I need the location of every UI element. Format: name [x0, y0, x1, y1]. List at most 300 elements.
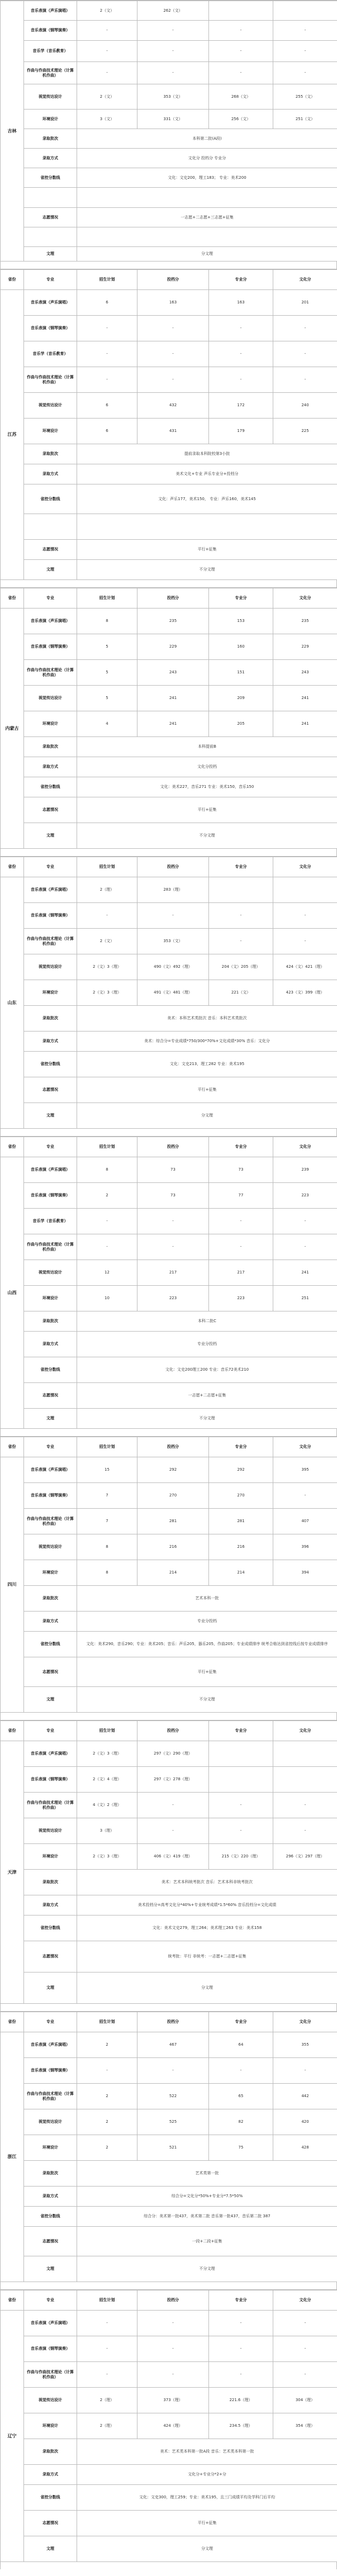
info-value: 文化：文史200理工200 专业：音乐72美术210 — [77, 1357, 337, 1383]
major-name: 视觉传达设计 — [24, 1260, 77, 1286]
zhuanye-cell: 281 — [209, 1509, 273, 1534]
info-value: 分文理 — [77, 1103, 337, 1129]
province-name: 内蒙古 — [1, 609, 24, 849]
toudang-cell: 73 — [137, 1183, 209, 1209]
major-name: 视觉传达设计 — [24, 686, 77, 711]
table-row — [1, 1844, 337, 1870]
table-row — [1, 62, 337, 84]
toudang-cell: 229 — [137, 634, 209, 660]
info-value: 平行+征集 — [77, 1657, 337, 1687]
table-row — [1, 1260, 337, 1286]
info-label: 省控分数线 — [24, 484, 77, 514]
plan-cell: 6 — [77, 290, 137, 316]
table-row — [1, 954, 337, 980]
major-name: 作曲与作曲技术理论（计算机作曲） — [24, 62, 77, 84]
table-row — [1, 1234, 337, 1260]
plan-cell: - — [77, 62, 137, 84]
major-name: 音乐表演（声乐演唱） — [24, 877, 77, 903]
plan-cell: - — [77, 1209, 137, 1234]
info-label: 文理 — [24, 560, 77, 580]
zhuanye-cell: - — [209, 2058, 273, 2084]
info-row — [1, 247, 337, 262]
info-value: 不分文理 — [77, 1687, 337, 1713]
toudang-cell: 373（理） — [137, 2388, 209, 2413]
info-value: 文化分+专业分*2+分 — [77, 2465, 337, 2485]
toudang-cell: 73 — [137, 1157, 209, 1183]
table-row — [1, 2413, 337, 2439]
wenhua-cell: 354（理） — [273, 2413, 337, 2439]
wenhua-cell: 407 — [273, 1509, 337, 1534]
info-row — [1, 1357, 337, 1383]
header-cell: 专业 — [24, 270, 77, 290]
table-row — [1, 1209, 337, 1234]
info-label: 文理 — [24, 247, 77, 262]
toudang-cell: - — [137, 2336, 209, 2362]
zhuanye-cell: - — [209, 367, 273, 393]
plan-cell: 7 — [77, 1483, 137, 1509]
info-label: 志愿情况 — [24, 1657, 77, 1687]
info-row — [1, 1687, 337, 1713]
info-value: 分文理 — [77, 2536, 337, 2562]
header-cell: 投档分 — [137, 1137, 209, 1157]
header-cell: 专业分 — [209, 270, 273, 290]
major-name: 音乐表演（声乐演唱） — [24, 609, 77, 634]
info-label: 录取批次 — [24, 737, 77, 757]
major-name: 音乐表演（声乐演唱） — [24, 1, 77, 21]
info-label: 省控分数线 — [24, 1052, 77, 1077]
toudang-cell: 406（文）419（理） — [137, 1844, 209, 1870]
wenhua-cell: - — [273, 21, 337, 41]
info-value: 本科提前B — [77, 737, 337, 757]
score-table — [0, 857, 337, 1129]
info-row — [1, 1941, 337, 1973]
zhuanye-cell: 217 — [209, 1260, 273, 1286]
info-row — [1, 1870, 337, 1895]
plan-cell: - — [77, 2311, 137, 2336]
info-row — [1, 797, 337, 823]
plan-cell: 8 — [77, 1560, 137, 1586]
plan-cell: - — [77, 2058, 137, 2084]
wenhua-cell: - — [273, 2362, 337, 2388]
wenhua-cell: - — [273, 929, 337, 954]
zhuanye-cell: - — [209, 903, 273, 929]
score-table — [0, 269, 337, 580]
info-label: 录取方式 — [24, 2465, 77, 2485]
info-row — [1, 149, 337, 168]
plan-cell: 2 — [77, 2109, 137, 2135]
section-gap — [0, 1713, 337, 1720]
wenhua-cell: 423（文）399（理） — [273, 980, 337, 1006]
plan-cell: - — [77, 1234, 137, 1260]
plan-cell: 2（理） — [77, 2388, 137, 2413]
major-name: 作曲与作曲技术理论（计算机作曲） — [24, 367, 77, 393]
province-name: 辽宁 — [1, 2311, 24, 2562]
toudang-cell: 241 — [137, 686, 209, 711]
info-label: 录取方式 — [24, 1332, 77, 1357]
info-row — [1, 227, 337, 247]
header-cell: 专业分 — [209, 1437, 273, 1457]
header-row — [1, 1137, 337, 1157]
info-value: 美术：艺术本科统考批次 音乐：艺术本科非统考批次 — [77, 1870, 337, 1895]
header-cell: 专业 — [24, 1137, 77, 1157]
info-label: 省控分数线 — [24, 1916, 77, 1941]
toudang-cell: 216 — [137, 1534, 209, 1560]
info-value: 分文理 — [77, 247, 337, 262]
info-row — [1, 540, 337, 560]
wenhua-cell: 304（理） — [273, 2388, 337, 2413]
info-row — [1, 1657, 337, 1687]
info-value: 一志愿+二志愿+三志愿+征集 — [77, 208, 337, 227]
major-name: 音乐表演（钢琴演奏） — [24, 903, 77, 929]
table-row — [1, 1793, 337, 1818]
toudang-cell: 353（文） — [137, 84, 209, 110]
major-name: 环境设计 — [24, 2135, 77, 2161]
zhuanye-cell: 256（文） — [209, 110, 273, 129]
info-value: 分文理 — [77, 1973, 337, 2004]
table-row — [1, 2362, 337, 2388]
header-cell: 专业 — [24, 588, 77, 609]
province-block-3 — [0, 856, 337, 1136]
province-block-8 — [0, 2289, 337, 2569]
score-table — [0, 1720, 337, 2004]
info-row — [1, 1409, 337, 1429]
wenhua-cell: - — [273, 1818, 337, 1844]
table-row — [1, 634, 337, 660]
province-name: 山东 — [1, 877, 24, 1129]
zhuanye-cell: 234.5（理） — [209, 2413, 273, 2439]
table-row — [1, 2311, 337, 2336]
table-row — [1, 419, 337, 444]
info-row — [1, 1973, 337, 2004]
header-cell: 招生计划 — [77, 857, 137, 877]
toudang-cell: 270 — [137, 1483, 209, 1509]
header-row — [1, 2290, 337, 2311]
plan-cell: 10 — [77, 1286, 137, 1311]
info-value: 综合分=文化分*50%+专业分*7.5*50% — [77, 2187, 337, 2207]
table-row — [1, 877, 337, 903]
zhuanye-cell: 209 — [209, 686, 273, 711]
province-name: 山西 — [1, 1157, 24, 1429]
table-row — [1, 1, 337, 21]
zhuanye-cell: 270 — [209, 1483, 273, 1509]
info-label — [24, 514, 77, 540]
toudang-cell: 491（文）481（理） — [137, 980, 209, 1006]
table-row — [1, 711, 337, 737]
info-row — [1, 464, 337, 484]
info-value: 艺术本科一批 — [77, 1586, 337, 1612]
province-block-7 — [0, 2011, 337, 2289]
province-name: 浙江 — [1, 2032, 24, 2282]
plan-cell: 5 — [77, 686, 137, 711]
info-value: 文化：文史213，理工282 专业：美术195 — [77, 1052, 337, 1077]
major-name: 音乐表演（钢琴演奏） — [24, 2336, 77, 2362]
info-row — [1, 484, 337, 514]
zhuanye-cell: - — [209, 1234, 273, 1260]
table-row — [1, 2084, 337, 2109]
zhuanye-cell: 268（文） — [209, 84, 273, 110]
zhuanye-cell: 151 — [209, 660, 273, 686]
info-label: 志愿情况 — [24, 797, 77, 823]
major-name: 音乐表演（声乐演唱） — [24, 1157, 77, 1183]
toudang-cell: 217 — [137, 1260, 209, 1286]
info-row — [1, 1632, 337, 1657]
toudang-cell: - — [137, 903, 209, 929]
province-block-6 — [0, 1720, 337, 2011]
info-row — [1, 2187, 337, 2207]
major-name: 音乐表演（钢琴演奏） — [24, 634, 77, 660]
header-cell: 招生计划 — [77, 1137, 137, 1157]
info-row — [1, 560, 337, 580]
info-label: 文理 — [24, 2256, 77, 2282]
header-cell: 招生计划 — [77, 2290, 137, 2311]
zhuanye-cell: - — [209, 929, 273, 954]
section-gap — [0, 849, 337, 856]
zhuanye-cell: - — [209, 1793, 273, 1818]
info-row — [1, 1332, 337, 1357]
toudang-cell: - — [137, 1209, 209, 1234]
info-value: 美术：艺术类本科第一批A段 音乐：艺术类本科第一批 — [77, 2439, 337, 2465]
major-name: 环境设计 — [24, 1844, 77, 1870]
toudang-cell: 521 — [137, 2135, 209, 2161]
header-cell: 省份 — [1, 2012, 24, 2032]
toudang-cell: 243 — [137, 660, 209, 686]
info-row — [1, 129, 337, 149]
wenhua-cell: 201 — [273, 290, 337, 316]
plan-cell: - — [77, 341, 137, 367]
major-name: 音乐表演（声乐演唱） — [24, 290, 77, 316]
wenhua-cell: 424（文）421（理） — [273, 954, 337, 980]
info-label: 录取批次 — [24, 1586, 77, 1612]
toudang-cell: - — [137, 2362, 209, 2388]
table-row — [1, 367, 337, 393]
info-label: 录取方式 — [24, 2187, 77, 2207]
header-row — [1, 270, 337, 290]
info-row — [1, 823, 337, 849]
zhuanye-cell: 215（文）220（理） — [209, 1844, 273, 1870]
info-label: 志愿情况 — [24, 1941, 77, 1973]
major-name: 音乐表演（声乐演唱） — [24, 2032, 77, 2058]
info-label: 文理 — [24, 1409, 77, 1429]
header-cell: 招生计划 — [77, 588, 137, 609]
info-row — [1, 1612, 337, 1632]
plan-cell: - — [77, 41, 137, 62]
section-gap — [0, 1129, 337, 1136]
info-value: 本科二批C — [77, 1311, 337, 1332]
toudang-cell: - — [137, 2058, 209, 2084]
header-cell: 文化分 — [273, 2290, 337, 2311]
toudang-cell: 292 — [137, 1457, 209, 1483]
info-value: 文化分投档 — [77, 757, 337, 777]
table-row — [1, 1560, 337, 1586]
info-value — [77, 227, 337, 247]
plan-cell: 5 — [77, 634, 137, 660]
toudang-cell: 223 — [137, 1286, 209, 1311]
info-value: 综合分：美术第一批437，美术第二批 音乐第一批437，音乐第二批 387 — [77, 2207, 337, 2227]
toudang-cell: - — [137, 1793, 209, 1818]
info-label: 志愿情况 — [24, 540, 77, 560]
table-row — [1, 1157, 337, 1183]
info-value: 文化：文史200，理工183； 专业：美术200 — [77, 168, 337, 188]
info-label: 录取批次 — [24, 2439, 77, 2465]
info-row — [1, 2161, 337, 2187]
toudang-cell: 283（理） — [137, 877, 209, 903]
major-name: 音乐表演（声乐演唱） — [24, 2311, 77, 2336]
zhuanye-cell: - — [209, 1818, 273, 1844]
info-label: 志愿情况 — [24, 208, 77, 227]
table-row — [1, 341, 337, 367]
table-row — [1, 1818, 337, 1844]
info-value: 本科第二批(A段) — [77, 129, 337, 149]
info-value: 美术文化+专业 声乐专业分+投档分 — [77, 464, 337, 484]
zhuanye-cell: 221.6（理） — [209, 2388, 273, 2413]
zhuanye-cell — [209, 1, 273, 21]
info-row — [1, 2536, 337, 2562]
toudang-cell: 331（文） — [137, 110, 209, 129]
info-value — [77, 514, 337, 540]
zhuanye-cell: 160 — [209, 634, 273, 660]
info-label: 录取方式 — [24, 757, 77, 777]
table-row — [1, 41, 337, 62]
info-label: 录取批次 — [24, 1006, 77, 1032]
plan-cell: 5 — [77, 660, 137, 686]
major-name: 音乐表演（钢琴演奏） — [24, 21, 77, 41]
plan-cell: 2（理） — [77, 2413, 137, 2439]
plan-cell: 2（文）3（理） — [77, 1741, 137, 1767]
toudang-cell: - — [137, 1234, 209, 1260]
plan-cell: 8 — [77, 609, 137, 634]
table-row — [1, 1741, 337, 1767]
wenhua-cell: - — [273, 316, 337, 341]
zhuanye-cell: 64 — [209, 2032, 273, 2058]
header-cell: 专业 — [24, 1437, 77, 1457]
info-label: 文理 — [24, 1687, 77, 1713]
plan-cell: 2（文）3（理） — [77, 954, 137, 980]
info-row — [1, 2256, 337, 2282]
header-cell: 招生计划 — [77, 1721, 137, 1741]
info-value: 文化：美术290，音乐290；专业：美术205；音乐：声乐205，器乐205，作曲205；专业成绩排序 统考合格达到省控线后按专业成绩排序 — [77, 1632, 337, 1657]
wenhua-cell: 241 — [273, 1260, 337, 1286]
wenhua-cell: - — [273, 2311, 337, 2336]
zhuanye-cell: 292 — [209, 1457, 273, 1483]
plan-cell: 15 — [77, 1457, 137, 1483]
info-row — [1, 2465, 337, 2485]
info-label: 录取方式 — [24, 149, 77, 168]
info-row — [1, 757, 337, 777]
info-value: 统考批：平行 非统考：一志愿+二志愿+征集 — [77, 1941, 337, 1973]
zhuanye-cell — [209, 877, 273, 903]
plan-cell: 2 — [77, 2032, 137, 2058]
zhuanye-cell: 163 — [209, 290, 273, 316]
toudang-cell: 432 — [137, 393, 209, 419]
toudang-cell: - — [137, 21, 209, 41]
toudang-cell: 241 — [137, 711, 209, 737]
info-label — [24, 188, 77, 208]
header-cell: 省份 — [1, 857, 24, 877]
wenhua-cell: - — [273, 1209, 337, 1234]
info-value: 不分文理 — [77, 823, 337, 849]
province-block-4 — [0, 1136, 337, 1436]
major-name: 音乐学（音乐教育） — [24, 341, 77, 367]
major-name: 作曲与作曲技术理论（计算机作曲） — [24, 660, 77, 686]
wenhua-cell: 235 — [273, 609, 337, 634]
zhuanye-cell: 77 — [209, 1183, 273, 1209]
wenhua-cell: 396 — [273, 1534, 337, 1560]
score-table — [0, 1, 337, 262]
info-value: 平行+征集 — [77, 2511, 337, 2536]
score-table — [0, 2290, 337, 2562]
plan-cell: 6 — [77, 419, 137, 444]
plan-cell: - — [77, 316, 137, 341]
info-label: 省控分数线 — [24, 168, 77, 188]
plan-cell: 2（文）4（理） — [77, 1767, 137, 1793]
info-value: 美术：综合分=专业成绩*750/300*70%+文化成绩*30% 音乐：文化分 — [77, 1032, 337, 1052]
info-value: 文化：声乐177，美术150， 专业：声乐160，美术145 — [77, 484, 337, 514]
toudang-cell: 522 — [137, 2084, 209, 2109]
toudang-cell: - — [137, 341, 209, 367]
zhuanye-cell: - — [209, 21, 273, 41]
major-name: 视觉传达设计 — [24, 1818, 77, 1844]
info-value: 一志愿+二志愿+征集 — [77, 1383, 337, 1409]
header-cell: 专业 — [24, 857, 77, 877]
wenhua-cell: - — [273, 1793, 337, 1818]
info-row — [1, 1077, 337, 1103]
table-row — [1, 929, 337, 954]
table-row — [1, 1286, 337, 1311]
toudang-cell: 235 — [137, 609, 209, 634]
table-row — [1, 1483, 337, 1509]
toudang-cell: 214 — [137, 1560, 209, 1586]
header-cell: 省份 — [1, 270, 24, 290]
province-name: 天津 — [1, 1741, 24, 2004]
table-row — [1, 2109, 337, 2135]
wenhua-cell: - — [273, 903, 337, 929]
info-label: 录取方式 — [24, 1032, 77, 1052]
toudang-cell: 424（理） — [137, 2413, 209, 2439]
info-value: 平行+征集 — [77, 797, 337, 823]
zhuanye-cell — [209, 1741, 273, 1767]
wenhua-cell: 255（文） — [273, 84, 337, 110]
header-cell: 文化分 — [273, 270, 337, 290]
header-cell: 文化分 — [273, 857, 337, 877]
plan-cell: 2（文） — [77, 84, 137, 110]
province-name: 吉林 — [1, 1, 24, 262]
info-value: 文化：美术227，音乐271 专业：美术150，音乐150 — [77, 777, 337, 797]
zhuanye-cell: 73 — [209, 1157, 273, 1183]
info-value: 美术：本科艺术类批次 音乐：本科艺术类批次 — [77, 1006, 337, 1032]
plan-cell: 8 — [77, 1157, 137, 1183]
plan-cell: 2（理） — [77, 877, 137, 903]
info-value — [77, 188, 337, 208]
header-cell: 专业分 — [209, 588, 273, 609]
table-row — [1, 2032, 337, 2058]
info-row — [1, 2439, 337, 2465]
info-row — [1, 1895, 337, 1916]
plan-cell: - — [77, 903, 137, 929]
header-cell: 专业分 — [209, 2290, 273, 2311]
plan-cell: 6 — [77, 393, 137, 419]
plan-cell: 12 — [77, 1260, 137, 1286]
table-row — [1, 1457, 337, 1483]
info-label: 志愿情况 — [24, 1383, 77, 1409]
plan-cell: 2 — [77, 1183, 137, 1209]
major-name: 视觉传达设计 — [24, 393, 77, 419]
info-label: 文理 — [24, 1973, 77, 2004]
table-row — [1, 660, 337, 686]
major-name: 视觉传达设计 — [24, 2109, 77, 2135]
info-label: 志愿情况 — [24, 1077, 77, 1103]
info-value: 平行+征集 — [77, 1077, 337, 1103]
toudang-cell: - — [137, 367, 209, 393]
